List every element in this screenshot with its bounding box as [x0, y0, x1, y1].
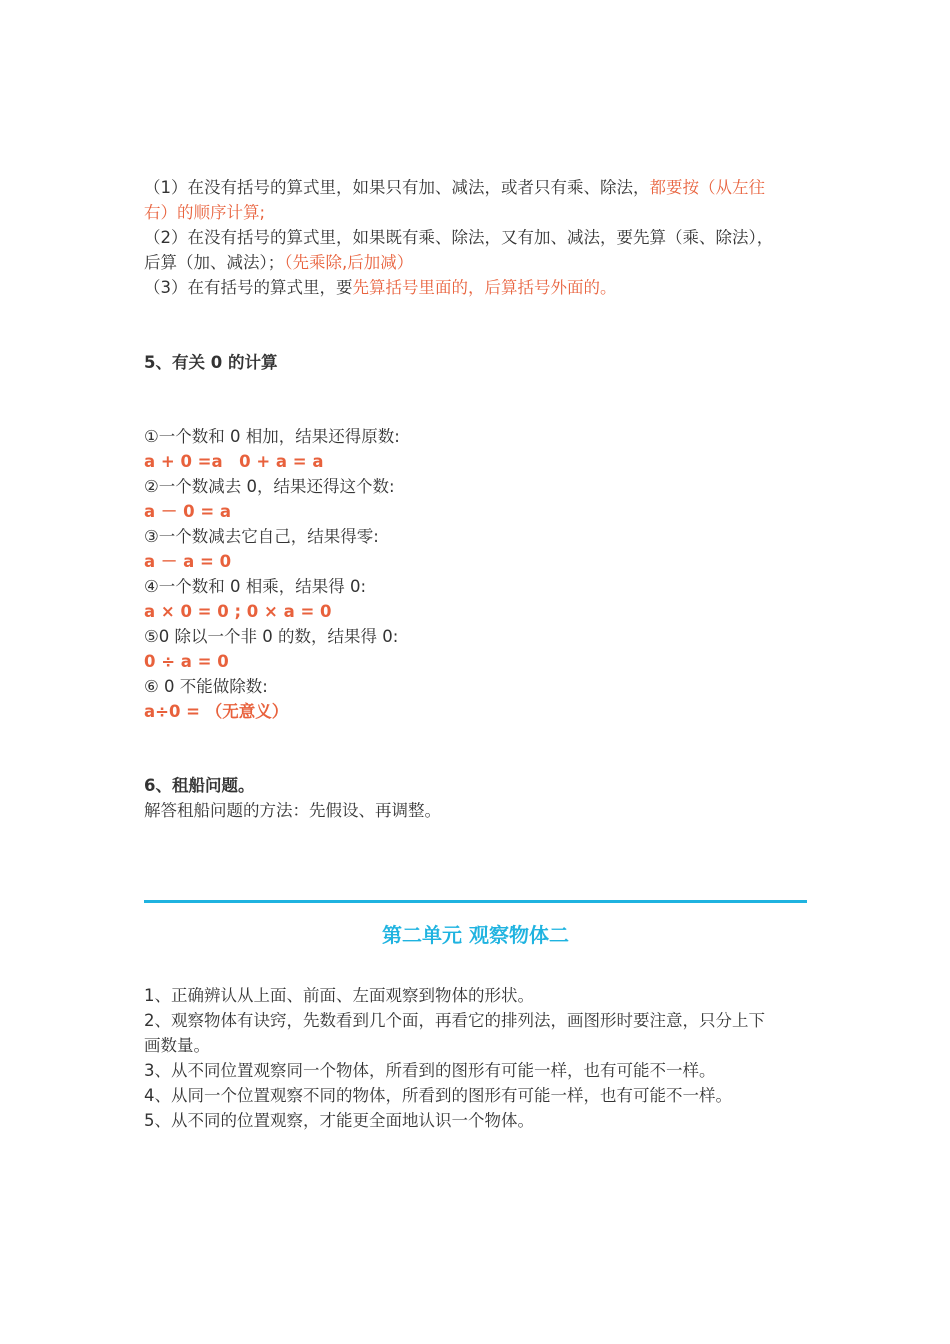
section-5-title: 5、有关 0 的计算	[144, 353, 278, 372]
rule-3-text: （3）在有括号的算式里，要	[144, 278, 353, 297]
unit-2-point-4: 4、从同一个位置观察不同的物体，所看到的图形有可能一样，也有可能不一样。	[144, 1086, 732, 1105]
zero-rule-1-desc: ①一个数和 0 相加，结果还得原数:	[144, 427, 400, 446]
unit-divider	[144, 900, 807, 903]
rule-1-highlight: 都要按（从左往	[649, 178, 765, 197]
zero-rule-2-desc: ②一个数减去 0，结果还得这个数:	[144, 477, 395, 496]
rule-3-highlight: 先算括号里面的，后算括号外面的。	[352, 278, 617, 297]
section-6-text: 解答租船问题的方法：先假设、再调整。	[144, 801, 441, 820]
zero-rule-6-formula: a÷0 = （无意义）	[144, 702, 289, 721]
zero-rule-1-formula: a + 0 =a 0 + a = a	[144, 452, 324, 471]
unit-2-point-2-line-1: 2、观察物体有诀窍，先数看到几个面，再看它的排列法，画图形时要注意，只分上下	[144, 1011, 765, 1030]
rule-1-line-2: 右）的顺序计算;	[144, 203, 266, 222]
zero-rule-5-formula: 0 ÷ a = 0	[144, 652, 229, 671]
zero-rule-6-desc: ⑥ 0 不能做除数:	[144, 677, 268, 696]
zero-rule-4-formula: a × 0 = 0 ; 0 × a = 0	[144, 602, 332, 621]
rule-2-highlight: （先乘除,后加减）	[284, 253, 414, 272]
unit-2-point-3: 3、从不同位置观察同一个物体，所看到的图形有可能一样，也有可能不一样。	[144, 1061, 716, 1080]
zero-rule-3-formula: a － a = 0	[144, 552, 232, 571]
rule-2-text: 后算（加、减法）；	[144, 253, 285, 272]
rule-1-line-1	[144, 175, 814, 200]
unit-2-point-2-line-2: 画数量。	[144, 1036, 210, 1055]
unit-2-title: 第二单元 观察物体二	[382, 923, 569, 947]
rule-1-text: （1）在没有括号的算式里，如果只有加、减法，或者只有乘、除法，	[144, 178, 650, 197]
zero-rule-5-desc: ⑤0 除以一个非 0 的数，结果得 0:	[144, 627, 399, 646]
rule-2-line-1: （2）在没有括号的算式里，如果既有乘、除法，又有加、减法，要先算（乘、除法），	[144, 228, 774, 247]
zero-rule-4-desc: ④一个数和 0 相乘，结果得 0:	[144, 577, 367, 596]
rule-3-line	[144, 275, 814, 300]
section-6-title: 6、租船问题。	[144, 776, 255, 795]
zero-rule-2-formula: a － 0 = a	[144, 502, 232, 521]
rule-2-line-2	[144, 250, 814, 275]
unit-2-point-1: 1、正确辨认从上面、前面、左面观察到物体的形状。	[144, 986, 534, 1005]
unit-2-point-5: 5、从不同的位置观察，才能更全面地认识一个物体。	[144, 1111, 534, 1130]
zero-rule-3-desc: ③一个数减去它自己，结果得零:	[144, 527, 379, 546]
